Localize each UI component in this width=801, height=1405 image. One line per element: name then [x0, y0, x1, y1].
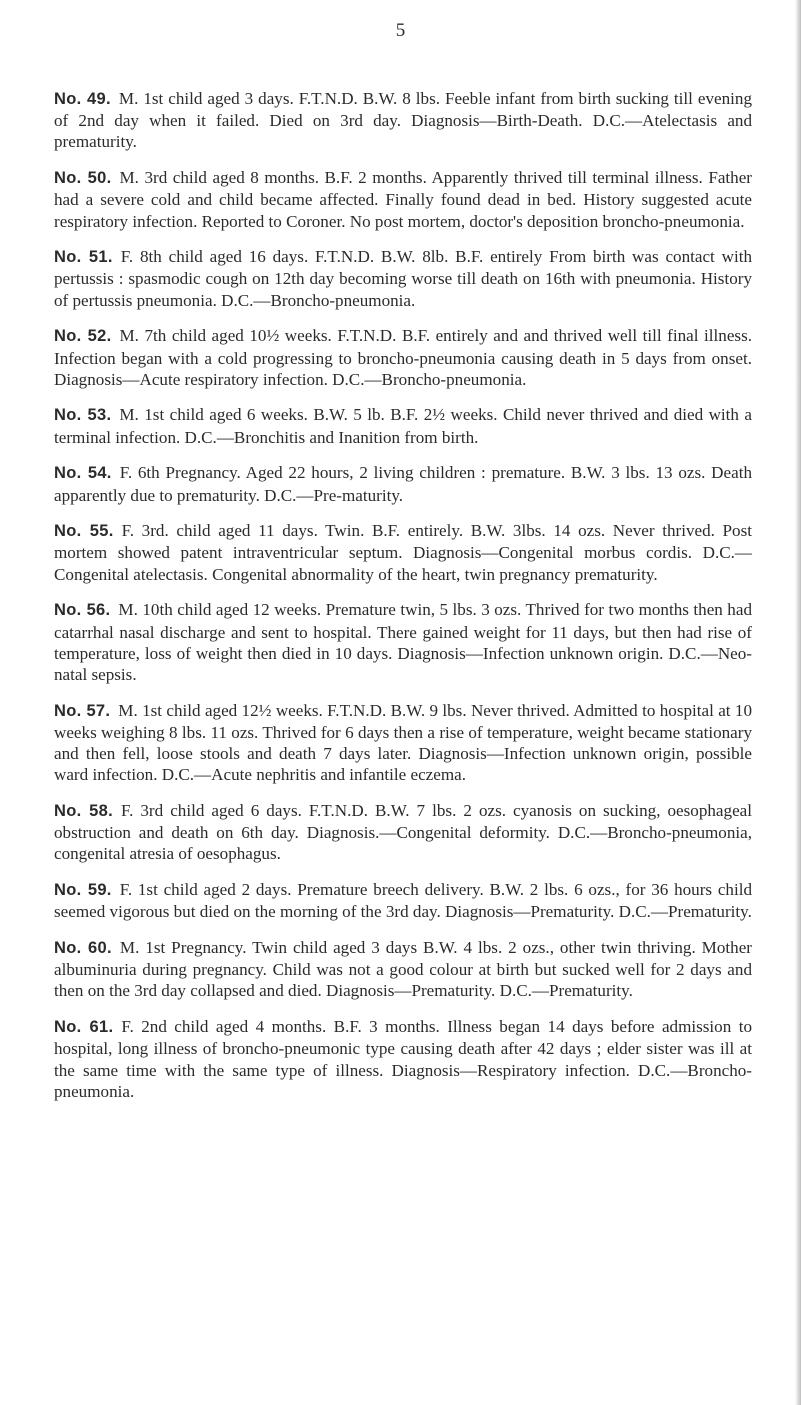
case-text: F. 8th child aged 16 days. F.T.N.D. B.W. 8lb. B.F. entirely From birth was contact with pertussis : spasmodic cough on 12th day becoming worse till death on 16th with pneumonia. History of pertussis pneumonia. D.C.—Broncho-pneumonia. [54, 247, 753, 310]
case-number: No. 51. [54, 248, 113, 267]
case-text: M. 7th child aged 10½ weeks. F.T.N.D. B.F. entirely and and thrived well till final illness. Infection began with a cold progressing to broncho-pneumonia causing death in 5 days from onset. Diagnosis—Acute respiratory infection. D.C.—Broncho-pneumonia. [54, 326, 752, 389]
case-text: M. 1st child aged 12½ weeks. F.T.N.D. B.W. 9 lbs. Never thrived. Admitted to hospital at 10 weeks weighing 8 lbs. 11 ozs. Thrived for 6 days then a rise of temperature, weight became stationary and then fell, loose stools and death 7 days later. Diagnosis—Infection unknown origin, possible ward infection. D.C.—Acute nephritis and infantile eczema. [54, 700, 752, 785]
case-entry-51 [54, 246, 752, 311]
case-number: No. 53. [54, 406, 112, 425]
case-entry-52 [54, 325, 752, 390]
case-entry-55 [54, 520, 752, 585]
case-number: No. 60. [54, 939, 112, 957]
case-entry-50 [54, 167, 752, 232]
case-entry-57 [54, 700, 752, 786]
case-number: No. 54. [54, 464, 112, 483]
case-entry-61 [54, 1016, 752, 1102]
case-entry-56 [54, 599, 752, 685]
case-number: No. 61. [54, 1018, 114, 1037]
case-text: F. 1st child aged 2 days. Premature breech delivery. B.W. 2 lbs. 6 ozs., for 36 hours child seemed vigorous but died on the morning of the 3rd day. Diagnosis—Prematurity. D.C.—Prematurity. [54, 880, 753, 922]
case-number: No. 58. [54, 801, 113, 820]
case-entry-54 [54, 462, 752, 505]
case-number: No. 56. [54, 601, 111, 620]
case-text: M. 1st Pregnancy. Twin child aged 3 days B.W. 4 lbs. 2 ozs., other twin thriving. Mother albuminuria during pregnancy. Child was not a good colour at birth but sucked well for 2 days and then on the 3rd day collapsed and died. Diagnosis—Prematurity. D.C.—Prematurity. [54, 938, 752, 1001]
case-text: F. 3rd child aged 6 days. F.T.N.D. B.W. 7 lbs. 2 ozs. cyanosis on sucking, oesophageal obstruction and death on 6th day. Diagnosis.—Congenital deformity. D.C.—Broncho-pneumonia, congenital atresia of oesophagus. [54, 800, 752, 864]
case-text: M. 10th child aged 12 weeks. Premature twin, 5 lbs. 3 ozs. Thrived for two months then had catarrhal nasal discharge and sent to hospital. There gained weight for 11 days, but then had rise of temperature, loss of weight then died in 10 days. Diagnosis—Infection unknown origin. D.C.—Neo-natal sepsis. [54, 600, 752, 684]
page-number: 5 [395, 20, 406, 41]
case-number: No. 50. [54, 169, 112, 188]
case-text: F. 2nd child aged 4 months. B.F. 3 months. Illness began 14 days before admission to hospital, long illness of broncho-pneumonic type causing death after 42 days ; elder sister was ill at the same time with the same type of illness. Diagnosis—Respiratory infection. D.C.—Broncho-pneumonia. [54, 1017, 752, 1101]
case-text: M. 1st child aged 6 weeks. B.W. 5 lb. B.F. 2½ weeks. Child never thrived and died with a terminal infection. D.C.—Bronchitis and Inanition from birth. [54, 405, 752, 447]
case-number: No. 59. [54, 881, 112, 900]
case-entries [54, 88, 752, 1116]
case-number: No. 52. [54, 327, 112, 346]
case-text: F. 3rd. child aged 11 days. Twin. B.F. entirely. B.W. 3lbs. 14 ozs. Never thrived. Post mortem showed patent intraventricular septum. Diagnosis—Congenital morbus cordis. D.C.—Congenital atelectasis. Congenital abnormality of the heart, twin pregnancy prematurity. [54, 521, 753, 584]
case-number: No. 49. [54, 90, 111, 108]
case-number: No. 57. [54, 701, 111, 720]
case-text: F. 6th Pregnancy. Aged 22 hours, 2 living children : premature. B.W. 3 lbs. 13 ozs. Death apparently due to prematurity. D.C.—Pre-maturity. [54, 463, 752, 505]
case-entry-58 [54, 800, 752, 865]
case-entry-59 [54, 879, 752, 922]
case-number: No. 55. [54, 522, 114, 541]
case-text: M. 3rd child aged 8 months. B.F. 2 months. Apparently thrived till terminal illness. Father had a severe cold and child became affected. Finally found dead in bed. History suggested acute respiratory infection. Reported to Coroner. No post mortem, doctor's deposition broncho-pneumonia. [54, 168, 753, 231]
case-entry-49 [54, 88, 752, 153]
case-entry-53 [54, 404, 752, 447]
case-entry-60 [54, 937, 752, 1002]
page-edge-shadow [795, 0, 801, 1405]
case-text: M. 1st child aged 3 days. F.T.N.D. B.W. 8 lbs. Feeble infant from birth sucking till evening of 2nd day when it failed. Died on 3rd day. Diagnosis—Birth-Death. D.C.—Atelectasis and prematurity. [54, 89, 752, 152]
